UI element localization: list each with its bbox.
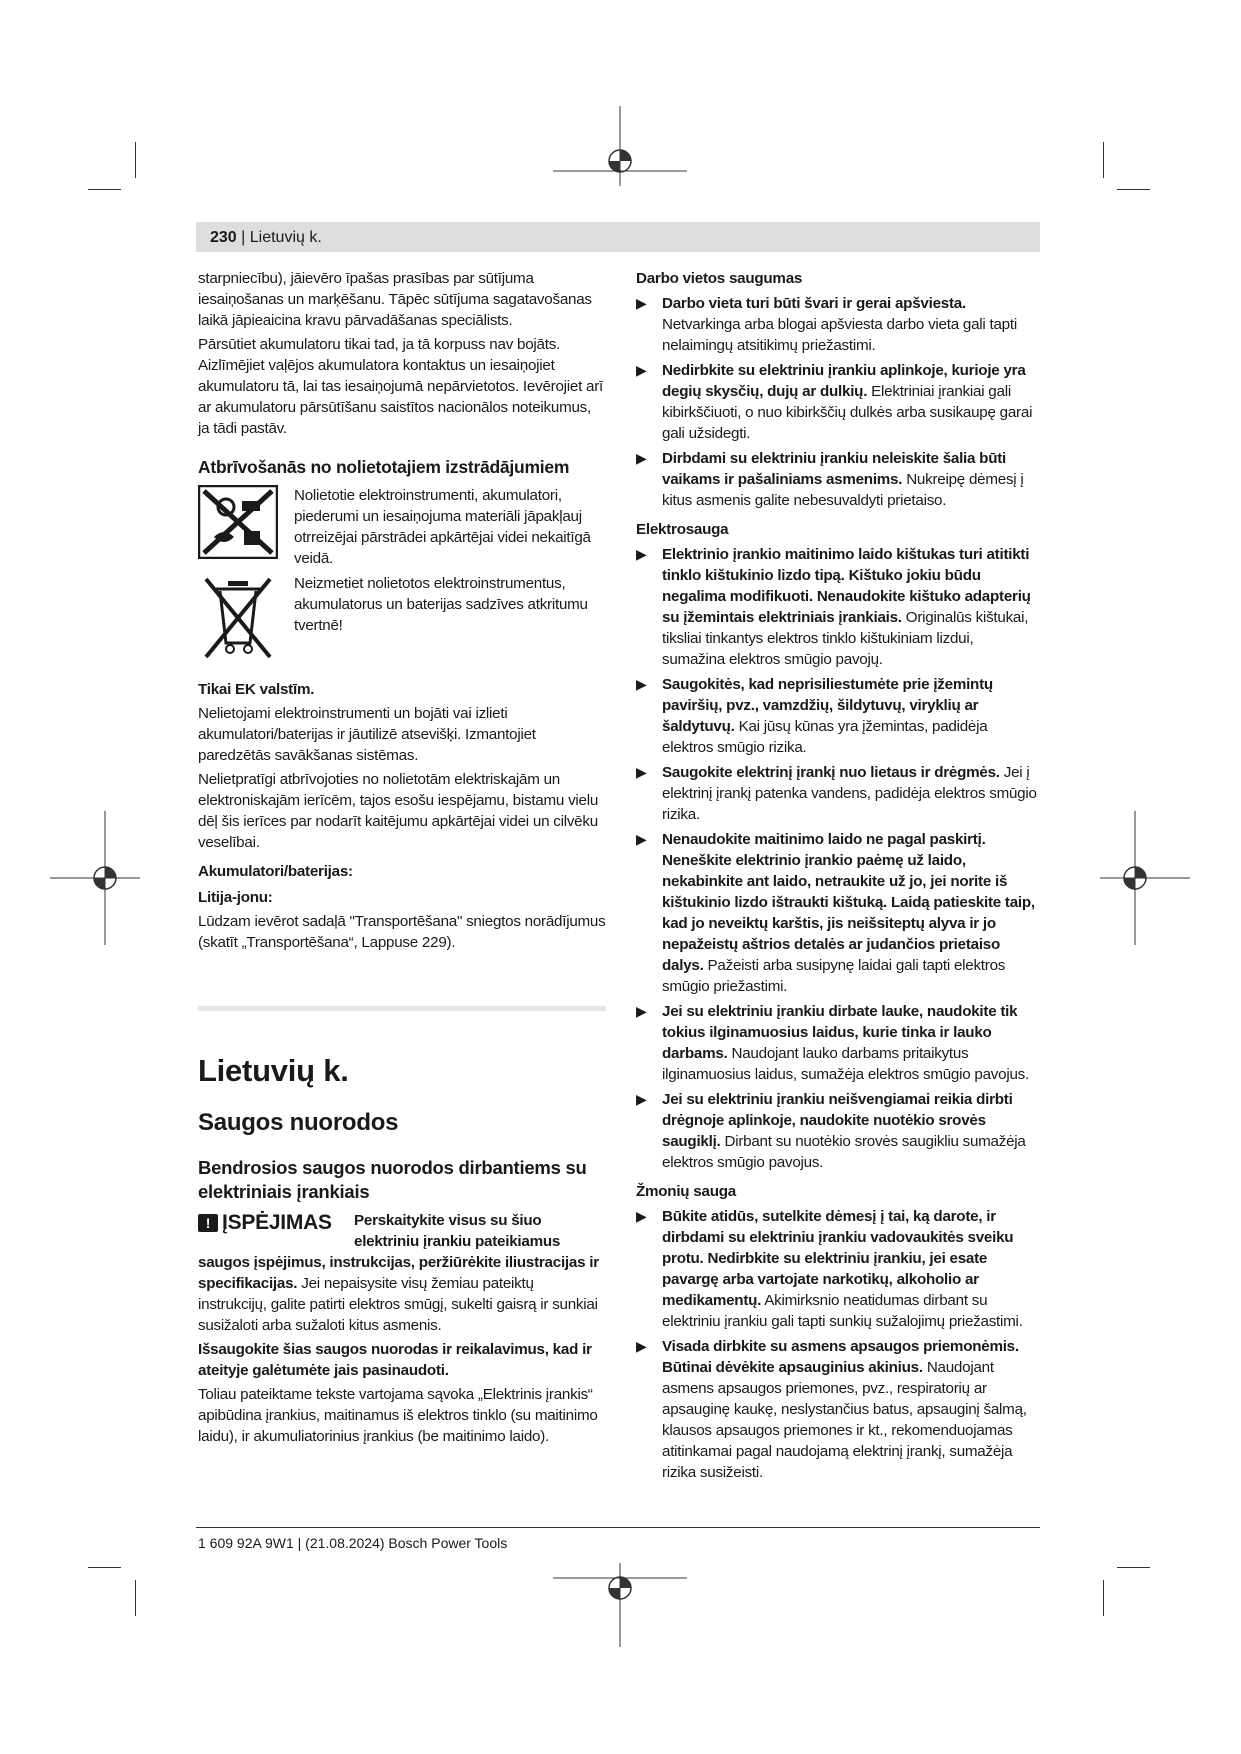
recycling-symbol-icon: [198, 485, 278, 559]
workplace-safety-list: [636, 293, 1040, 511]
lithium-heading: Litija-jonu:: [198, 889, 273, 906]
intro-paragraph: Pārsūtiet akumulatoru tikai tad, ja tā korpuss nav bojāts. Aizlīmējiet vaļējos akumulatora kontaktus un iesaiņojiet akumulatoru tā, lai tas iesaiņojumā nepārvietotos. Ievērojiet arī ar akumulatoru pārsūtīšanu saistītos nacionālos noteikumus, ja tādi pastāv.: [198, 336, 604, 437]
personal-safety-heading: Žmonių sauga: [636, 1183, 736, 1200]
crop-mark: [1103, 142, 1104, 178]
item-bold: Saugokitės, kad neprisiliestumėte prie įžemintų paviršių, pvz., vamzdžių, šildytuvų, viryklių ar šaldytuvų.: [662, 676, 993, 735]
warning-bold-text: Perskaitykite visus su šiuo elektriniu įrankiu pateikiamus saugos įspėjimus, instrukcijas, peržiūrėkite iliustracijas ir specifikacijas.: [198, 1212, 599, 1292]
electrical-safety-heading: Elektrosauga: [636, 521, 729, 538]
item-text: Dirbant su nuotėkio srovės saugikliu sumažėja elektros smūgio pavojus.: [662, 1133, 1026, 1171]
item-bold: Jei su elektriniu įrankiu neišvengiamai reikia dirbti drėgnoje aplinkoje, naudokite nuotėkio srovės saugiklį.: [662, 1091, 1013, 1150]
left-column: [198, 268, 606, 1450]
registration-mark-left: [50, 811, 140, 945]
header-language: Lietuvių k.: [249, 229, 322, 246]
warning-text: Jei nepaisysite visų žemiau pateiktų instrukcijų, galite patirti elektros smūgį, sukelti gaisrą ir sunkiai susižaloti arba sužaloti kitus asmenis.: [198, 1275, 598, 1334]
item-text: Pažeisti arba susipynę laidai gali tapti elektros smūgio priežastimi.: [662, 957, 1006, 995]
item-bold: Dirbdami su elektriniu įrankiu neleiskite šalia būti vaikams ir pašaliniams asmenims.: [662, 450, 1007, 488]
item-bold: Darbo vieta turi būti švari ir gerai apšviesta.: [662, 295, 966, 312]
electrical-safety-list: [636, 544, 1040, 1173]
list-item: [636, 1206, 1040, 1332]
list-item: [636, 544, 1040, 670]
list-item: [636, 1001, 1040, 1085]
item-text: Jei į elektrinį įrankį patenka vandens, padidėja elektros smūgio rizika.: [662, 764, 1037, 823]
item-text: Naudojant asmens apsaugos priemones, pvz., respiratorių ar apsauginę kaukę, neslystančius batus, apsauginį šalmą, klausos apsaugos priemones ir kt., rekomenduojamas atitinkamai pagal naudojamą elektrinį įrankį, sumažėja rizika susižeisti.: [662, 1359, 1027, 1481]
list-item: [636, 293, 1040, 356]
bullet-arrow-icon: ▶: [636, 450, 647, 466]
crop-mark: [88, 189, 121, 190]
footer-rule: [196, 1527, 1040, 1528]
bullet-arrow-icon: ▶: [636, 362, 647, 378]
lithium-text: Lūdzam ievērot sadaļā "Transportēšana" sniegtos norādījumus (skatīt „Transportēšana“, Lappuse 229).: [198, 913, 606, 951]
list-item: [636, 674, 1040, 758]
registration-mark-bottom: [553, 1563, 687, 1647]
bullet-arrow-icon: ▶: [636, 546, 647, 562]
bullet-arrow-icon: ▶: [636, 1338, 647, 1354]
workplace-safety-heading: Darbo vietos saugumas: [636, 270, 803, 287]
crop-mark: [1117, 189, 1150, 190]
battery-heading: Akumulatori/baterijas:: [198, 863, 353, 880]
list-item: [636, 1336, 1040, 1483]
warning-icon: !: [198, 1214, 218, 1232]
bullet-arrow-icon: ▶: [636, 1003, 647, 1019]
page-header: [210, 229, 322, 247]
eu-heading: Tikai EK valstīm.: [198, 681, 315, 698]
section-divider: [198, 1006, 606, 1011]
crop-mark: [1117, 1567, 1150, 1568]
bullet-arrow-icon: ▶: [636, 295, 647, 311]
crop-mark: [135, 142, 136, 178]
bullet-arrow-icon: ▶: [636, 676, 647, 692]
item-bold: Jei su elektriniu įrankiu dirbate lauke, naudokite tik tokius ilginamuosius laidus, kurie tinka ir lauko darbams.: [662, 1003, 1018, 1062]
bullet-arrow-icon: ▶: [636, 1091, 647, 1107]
footer-text: 1 609 92A 9W1 | (21.08.2024) Bosch Power Tools: [198, 1535, 508, 1551]
item-text: Netvarkinga arba blogai apšviesta darbo vieta gali tapti nelaimingų atsitikimų priežastimi.: [662, 316, 1017, 354]
disposal-sym1-text: Nolietotie elektroinstrumenti, akumulatori, piederumi un iesaiņojuma materiāli jāpakļauj otrreizējai pārstrādei apkārtējai videi nekaitīgā veidā.: [294, 487, 591, 567]
item-text: Elektriniai įrankiai gali kibirkščiuoti, o nuo kibirkščių dulkės arba susikaupę garai gali užsidegti.: [662, 383, 1033, 442]
crop-mark: [135, 1580, 136, 1616]
item-text: Naudojant lauko darbams pritaikytus ilginamuosius laidus, sumažėja elektros smūgio pavojus.: [662, 1045, 1029, 1083]
list-item: [636, 829, 1040, 997]
item-bold: Visada dirbkite su asmens apsaugos priemonėmis. Būtinai dėvėkite apsauginius akinius.: [662, 1338, 1019, 1376]
list-item: [636, 1089, 1040, 1173]
recycle-symbol-row: [198, 485, 606, 569]
bin-symbol-row: [198, 573, 606, 667]
safety-title: Saugos nuorodos: [198, 1109, 399, 1136]
list-item: [636, 762, 1040, 825]
crop-mark: [1103, 1580, 1104, 1616]
header-bar: [196, 222, 1040, 252]
keep-instructions: Išsaugokite šias saugos nuorodas ir reikalavimus, kad ir ateityje galėtumėte jais pasinaudoti.: [198, 1341, 592, 1379]
disposal-title: Atbrīvošanās no nolietotajiem izstrādājumiem: [198, 457, 570, 477]
warning-label: [198, 1210, 348, 1236]
item-text: Kai jūsų kūnas yra įžemintas, padidėja elektros smūgio rizika.: [662, 718, 988, 756]
warning-block: [198, 1210, 606, 1336]
item-bold: Elektrinio įrankio maitinimo laido kištukas turi atitikti tinklo kištukinio lizdo tipą. Kištuko jokiu būdu negalima modifikuoti. Nenaudokite kištuko adapterių su įžemintais elektriniais įrankiais.: [662, 546, 1031, 626]
eu-paragraph: Nelietojami elektroinstrumenti un bojāti vai izlieti akumulatori/baterijas ir jāutilizē atsevišķi. Izmantojiet paredzētās savākšanas sistēmas.: [198, 705, 536, 764]
item-text: Nukreipę dėmesį į kitus asmenis galite nebesuvaldyti prietaiso.: [662, 471, 1024, 509]
bullet-arrow-icon: ▶: [636, 764, 647, 780]
warning-label-text: ĮSPĖJIMAS: [222, 1211, 332, 1234]
bullet-arrow-icon: ▶: [636, 831, 647, 847]
item-text: Originalūs kištukai, tiksliai tinkantys elektros tinklo kištukiniam lizdui, sumažina elektros smūgio pavojų.: [662, 609, 1029, 668]
item-bold: Būkite atidūs, sutelkite dėmesį į tai, ką darote, ir dirbdami su elektriniu įrankiu vadovaukitės sveiku protu. Nedirbkite su elektriniu įrankiu, jei esate pavargę arba vartojate narkotikų, alkoholio ar medikamentų.: [662, 1208, 1014, 1309]
registration-mark-right: [1100, 811, 1190, 945]
language-title: Lietuvių k.: [198, 1053, 349, 1088]
right-column: [636, 268, 1040, 1487]
intro-paragraph: starpniecību), jāievēro īpašas prasības par sūtījuma iesaiņošanas un marķēšanu. Tāpēc sūtījuma sagatavošanas laikā jāpieaicina kravu pārvadāšanas speciālists.: [198, 270, 592, 329]
list-item: [636, 360, 1040, 444]
bullet-arrow-icon: ▶: [636, 1208, 647, 1224]
registration-mark-top: [553, 106, 687, 186]
general-safety-title: Bendrosios saugos nuorodos dirbantiems su elektriniais įrankiais: [198, 1157, 587, 1202]
term-definition: Toliau pateiktame tekste vartojama sąvoka „Elektrinis įrankis“ apibūdina įrankius, maitinamus iš elektros tinklo (su maitinimo laidu), ir akumuliatorinius įrankius (be maitinimo laido).: [198, 1386, 598, 1445]
item-text: Akimirksnio neatidumas dirbant su elektriniu įrankiu gali tapti sunkių sužalojimų priežastimi.: [662, 1292, 1023, 1330]
page-number: 230: [210, 229, 237, 246]
header-separator: |: [236, 229, 250, 246]
eu-paragraph: Nelietpratīgi atbrīvojoties no nolietotām elektriskajām un elektroniskajām ierīcēm, tajos esošu iespējamu, bistamu vielu dēļ šis ierīces par nodarīt kaitējumu apkārtējai videi un cilvēku veselībai.: [198, 771, 599, 851]
crop-mark: [88, 1567, 121, 1568]
crossed-bin-icon: [198, 573, 278, 661]
item-bold: Nenaudokite maitinimo laido ne pagal paskirtį. Neneškite elektrinio įrankio paėmę už laido, nekabinkite ant laido, netraukite už jo, jei norite iš kištukinio lizdo ištraukti kištuką. Laidą patieskite taip, kad jo neveiktų karštis, jis neišsiteptų alyva ir jo nepažeistų aštrios detalės ar judančios prietaiso dalys.: [662, 831, 1035, 974]
item-bold: Nedirbkite su elektriniu įrankiu aplinkoje, kurioje yra degių skysčių, dujų ar dulkių.: [662, 362, 1026, 400]
list-item: [636, 448, 1040, 511]
disposal-sym2-text: Neizmetiet nolietotos elektroinstrumentus, akumulatorus un baterijas sadzīves atkritumu tvertnē!: [294, 575, 588, 634]
item-bold: Saugokite elektrinį įrankį nuo lietaus ir drėgmės.: [662, 764, 1000, 781]
personal-safety-list: [636, 1206, 1040, 1483]
